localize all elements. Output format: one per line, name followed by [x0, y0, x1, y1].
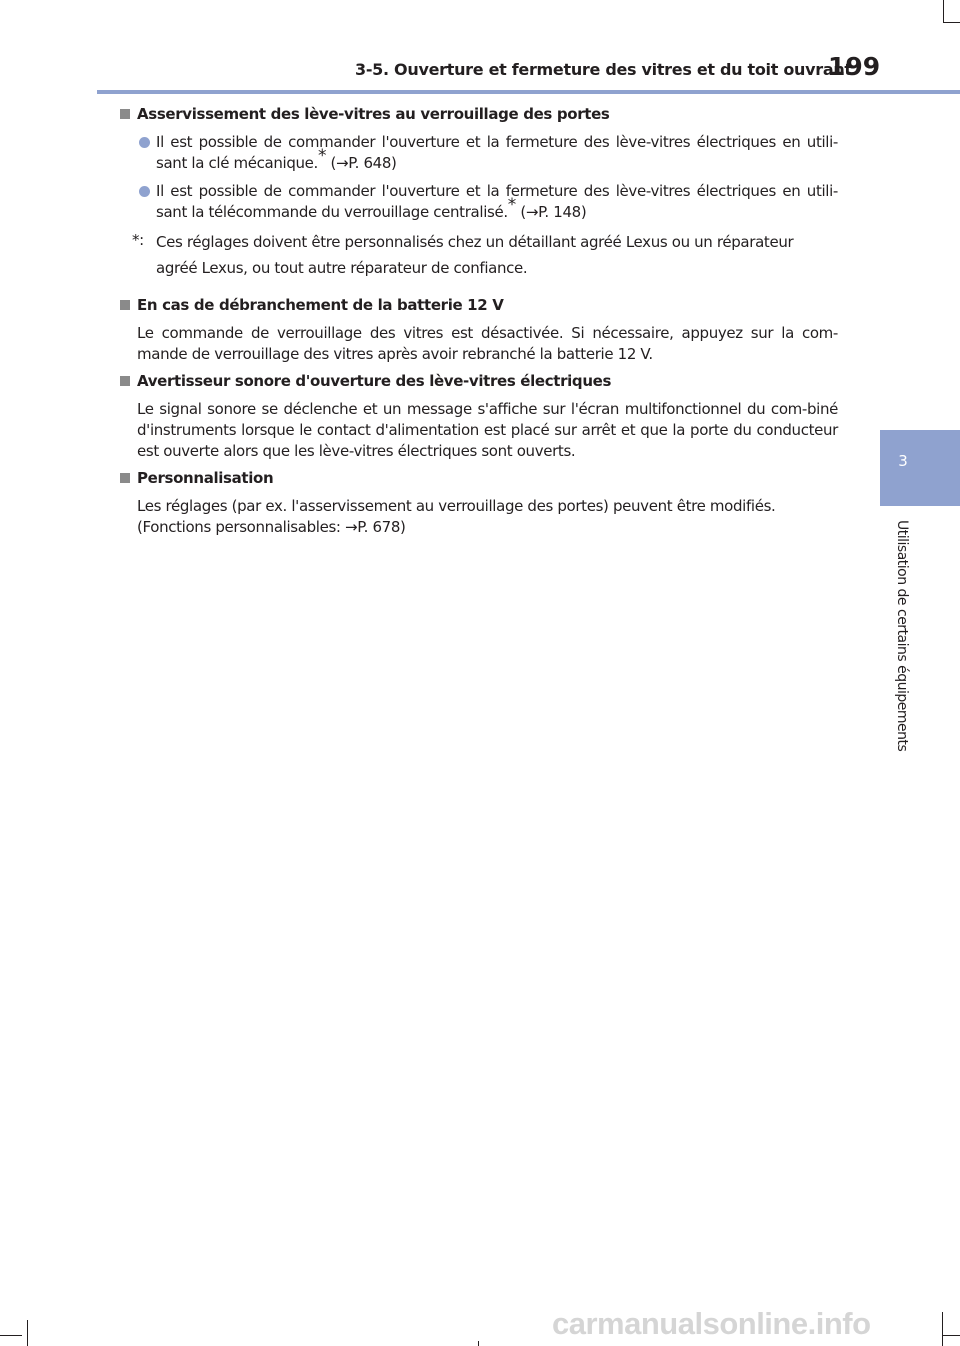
square-bullet-icon: [120, 376, 130, 386]
section-heading: En cas de débranchement de la batterie 12 V: [118, 295, 838, 316]
watermark: carmanualsonline.info: [552, 1306, 871, 1341]
crop-mark: [943, 0, 944, 22]
section-heading: Personnalisation: [118, 468, 838, 489]
section-heading: Asservissement des lève-vitres au verrouillage des portes: [118, 104, 838, 125]
footnote-text: Ces réglages doivent être personnalisés chez un détaillant agréé Lexus ou un réparateur agréé Lexus, ou tout autre réparateur de confiance.: [156, 233, 794, 277]
list-item: [118, 132, 838, 174]
page-reference: (→P. 148): [515, 203, 587, 221]
footnote-marker: *: [317, 146, 327, 166]
list-item-text: Il est possible de commander l'ouverture et la fermeture des lève-vitres électriques en utili-sant la clé mécanique.: [156, 133, 838, 172]
crop-mark: [942, 1335, 960, 1336]
running-header: 3-5. Ouverture et fermeture des vitres et du toit ouvrant: [355, 60, 852, 79]
footnote-marker: *: [507, 195, 516, 215]
section-paragraph: Le commande de verrouillage des vitres est désactivée. Si nécessaire, appuyez sur la com-mande de verrouillage des vitres après avoir rebranché la batterie 12 V.: [137, 324, 838, 363]
circle-bullet-icon: [139, 186, 150, 197]
chapter-number: 3: [898, 452, 908, 470]
crop-mark: [943, 22, 960, 23]
footnote: [118, 229, 838, 281]
crop-mark: [942, 1312, 943, 1346]
square-bullet-icon: [120, 109, 130, 119]
crop-mark: [27, 1320, 28, 1346]
section-paragraph: Les réglages (par ex. l'asservissement au verrouillage des portes) peuvent être modifiés. (Fonctions personnalisables: →P. 678): [137, 497, 776, 536]
section-heading: Avertisseur sonore d'ouverture des lève-vitres électriques: [118, 371, 838, 392]
list-item-text: Il est possible de commander l'ouverture et la fermeture des lève-vitres électriques en utili-sant la télécommande du verrouillage centralisé.: [156, 182, 838, 221]
square-bullet-icon: [120, 473, 130, 483]
main-content: [118, 104, 838, 538]
square-bullet-icon: [120, 300, 130, 310]
page-reference: (→P. 648): [326, 154, 397, 172]
page-number: 199: [828, 52, 881, 81]
chapter-title: Utilisation de certains équipements: [894, 520, 910, 752]
chapter-tab: [880, 430, 960, 506]
section-paragraph: Le signal sonore se déclenche et un message s'affiche sur l'écran multifonctionnel du com-biné d'instruments lorsque le contact d'alimentation est placé sur arrêt et que la porte du conducteur est ouverte alors que les lève-vitres électriques sont ouverts.: [137, 400, 838, 460]
header-rule: [97, 90, 960, 94]
list-item: [118, 181, 838, 223]
crop-mark: [0, 1335, 22, 1336]
crop-mark: [478, 1341, 479, 1346]
circle-bullet-icon: [139, 137, 150, 148]
footnote-label: *:: [132, 231, 144, 249]
